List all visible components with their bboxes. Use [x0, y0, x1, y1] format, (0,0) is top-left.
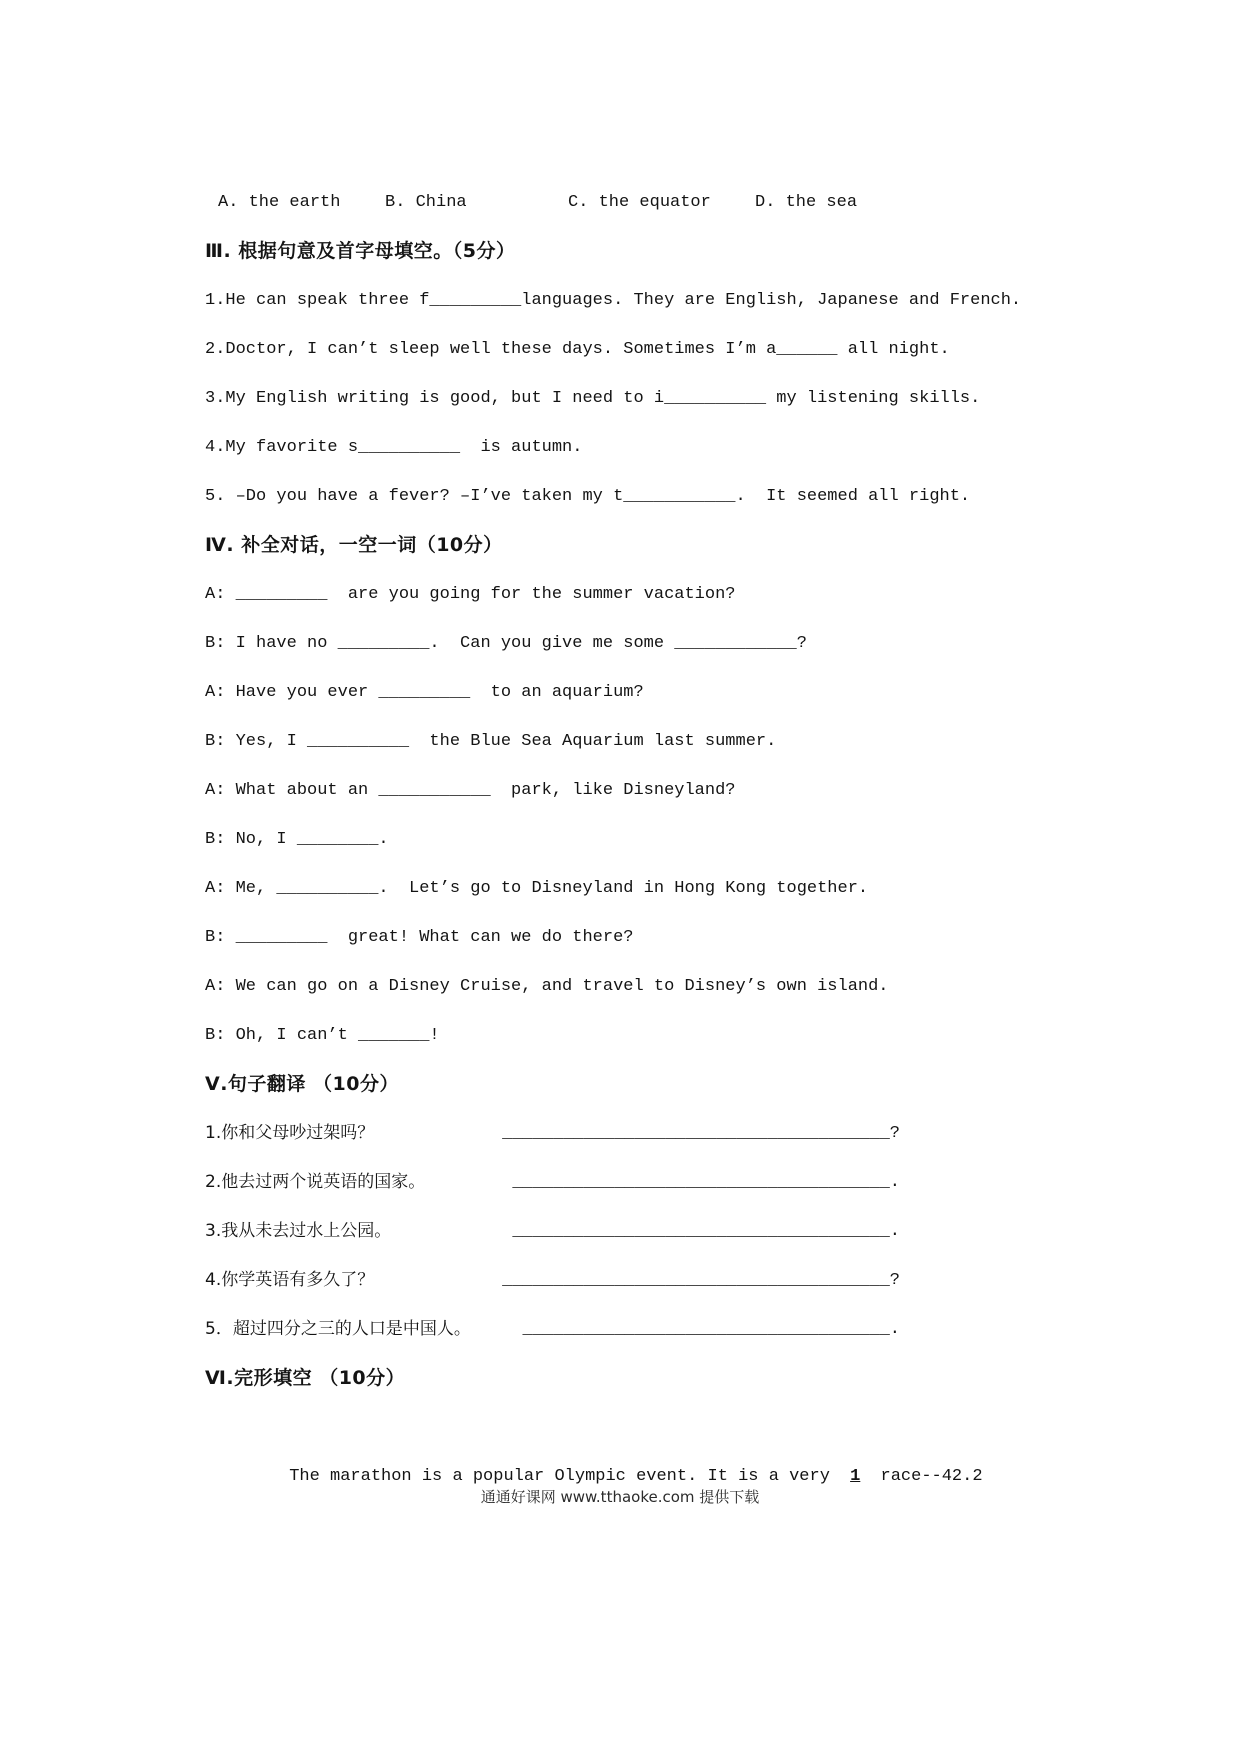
- translation-prompt-4: 4.你学英语有多久了？: [205, 1270, 375, 1290]
- dialogue-line-8: B: _________ great! What can we do there?: [205, 928, 634, 947]
- dialogue-line-5: A: What about an ___________ park, like Disneyland?: [205, 781, 736, 800]
- dialogue-line-7: A: Me, __________. Let’s go to Disneyland in Hong Kong together.: [205, 879, 869, 898]
- translation-prompt-1: 1.你和父母吵过架吗？: [205, 1123, 375, 1143]
- blank-tail: .: [889, 1173, 900, 1192]
- translation-item-5: [205, 1305, 900, 1354]
- dialogue-line-1: A: _________ are you going for the summer vacation?: [205, 585, 736, 604]
- option-c: C. the equator: [568, 193, 711, 212]
- translation-item-4: [205, 1256, 900, 1305]
- blank-tail: .: [889, 1222, 900, 1241]
- dialogue-line-9: A: We can go on a Disney Cruise, and travel to Disney’s own island.: [205, 977, 889, 996]
- choice-options-row: [205, 178, 995, 227]
- translation-prompt-5: 5．超过四分之三的人口是中国人。: [205, 1319, 471, 1339]
- translation-blank-4: [502, 1256, 900, 1305]
- dialogue-line-3: A: Have you ever _________ to an aquarium?: [205, 683, 644, 702]
- section3-item-4: 4.My favorite s__________ is autumn.: [205, 438, 583, 457]
- translation-blank-2: [512, 1158, 900, 1207]
- translation-prompt-3: 3.我从未去过水上公园。: [205, 1221, 392, 1241]
- blank-line: ______________________________________: [502, 1271, 890, 1290]
- dialogue-line-6: B: No, I ________.: [205, 830, 389, 849]
- blank-line: _____________________________________: [512, 1222, 890, 1241]
- cloze-text-before: The marathon is a popular Olympic event. It is a very: [289, 1467, 841, 1486]
- blank-tail: ?: [889, 1271, 900, 1290]
- translation-item-2: [205, 1158, 900, 1207]
- section5-heading: Ⅴ.句子翻译 （10分）: [205, 1073, 399, 1095]
- translation-item-3: [205, 1207, 900, 1256]
- blank-line: ______________________________________: [502, 1124, 890, 1143]
- section3-item-3: 3.My English writing is good, but I need to i__________ my listening skills.: [205, 389, 981, 408]
- cloze-text-after: race--42.2: [870, 1467, 983, 1486]
- option-d: D. the sea: [755, 193, 858, 212]
- option-a: A. the earth: [218, 193, 341, 212]
- section3-item-5: 5. –Do you have a fever? –I’ve taken my t___________. It seemed all right.: [205, 487, 971, 506]
- dialogue-line-4: B: Yes, I __________ the Blue Sea Aquarium last summer.: [205, 732, 777, 751]
- option-b: B. China: [385, 193, 467, 212]
- translation-prompt-2: 2.他去过两个说英语的国家。: [205, 1172, 426, 1192]
- translation-blank-1: [502, 1109, 900, 1158]
- section4-heading: Ⅳ. 补全对话，一空一词（10分）: [205, 534, 503, 556]
- section6-heading: Ⅵ.完形填空 （10分）: [205, 1367, 406, 1389]
- page-footer: 通通好课网 www.tthaoke.com 提供下载: [480, 1488, 760, 1506]
- section3-item-1: 1.He can speak three f_________languages. They are English, Japanese and French.: [205, 291, 1022, 310]
- dialogue-line-10: B: Oh, I can’t _______!: [205, 1026, 440, 1045]
- cloze-paragraph-line-1: [205, 1403, 995, 1550]
- section3-item-2: 2.Doctor, I can’t sleep well these days. Sometimes I’m a______ all night.: [205, 340, 950, 359]
- blank-tail: ?: [889, 1124, 900, 1143]
- translation-blank-3: [512, 1207, 900, 1256]
- translation-item-1: [205, 1109, 900, 1158]
- cloze-blank-1: 1: [850, 1467, 861, 1486]
- page-content: [205, 178, 1022, 1550]
- blank-line: _____________________________________: [512, 1173, 890, 1192]
- translation-blank-5: [523, 1305, 900, 1354]
- section3-heading: Ⅲ. 根据句意及首字母填空。（5分）: [205, 240, 516, 262]
- dialogue-line-2: B: I have no _________. Can you give me some ____________?: [205, 634, 807, 653]
- blank-tail: .: [889, 1320, 900, 1339]
- blank-line: ____________________________________: [522, 1320, 890, 1339]
